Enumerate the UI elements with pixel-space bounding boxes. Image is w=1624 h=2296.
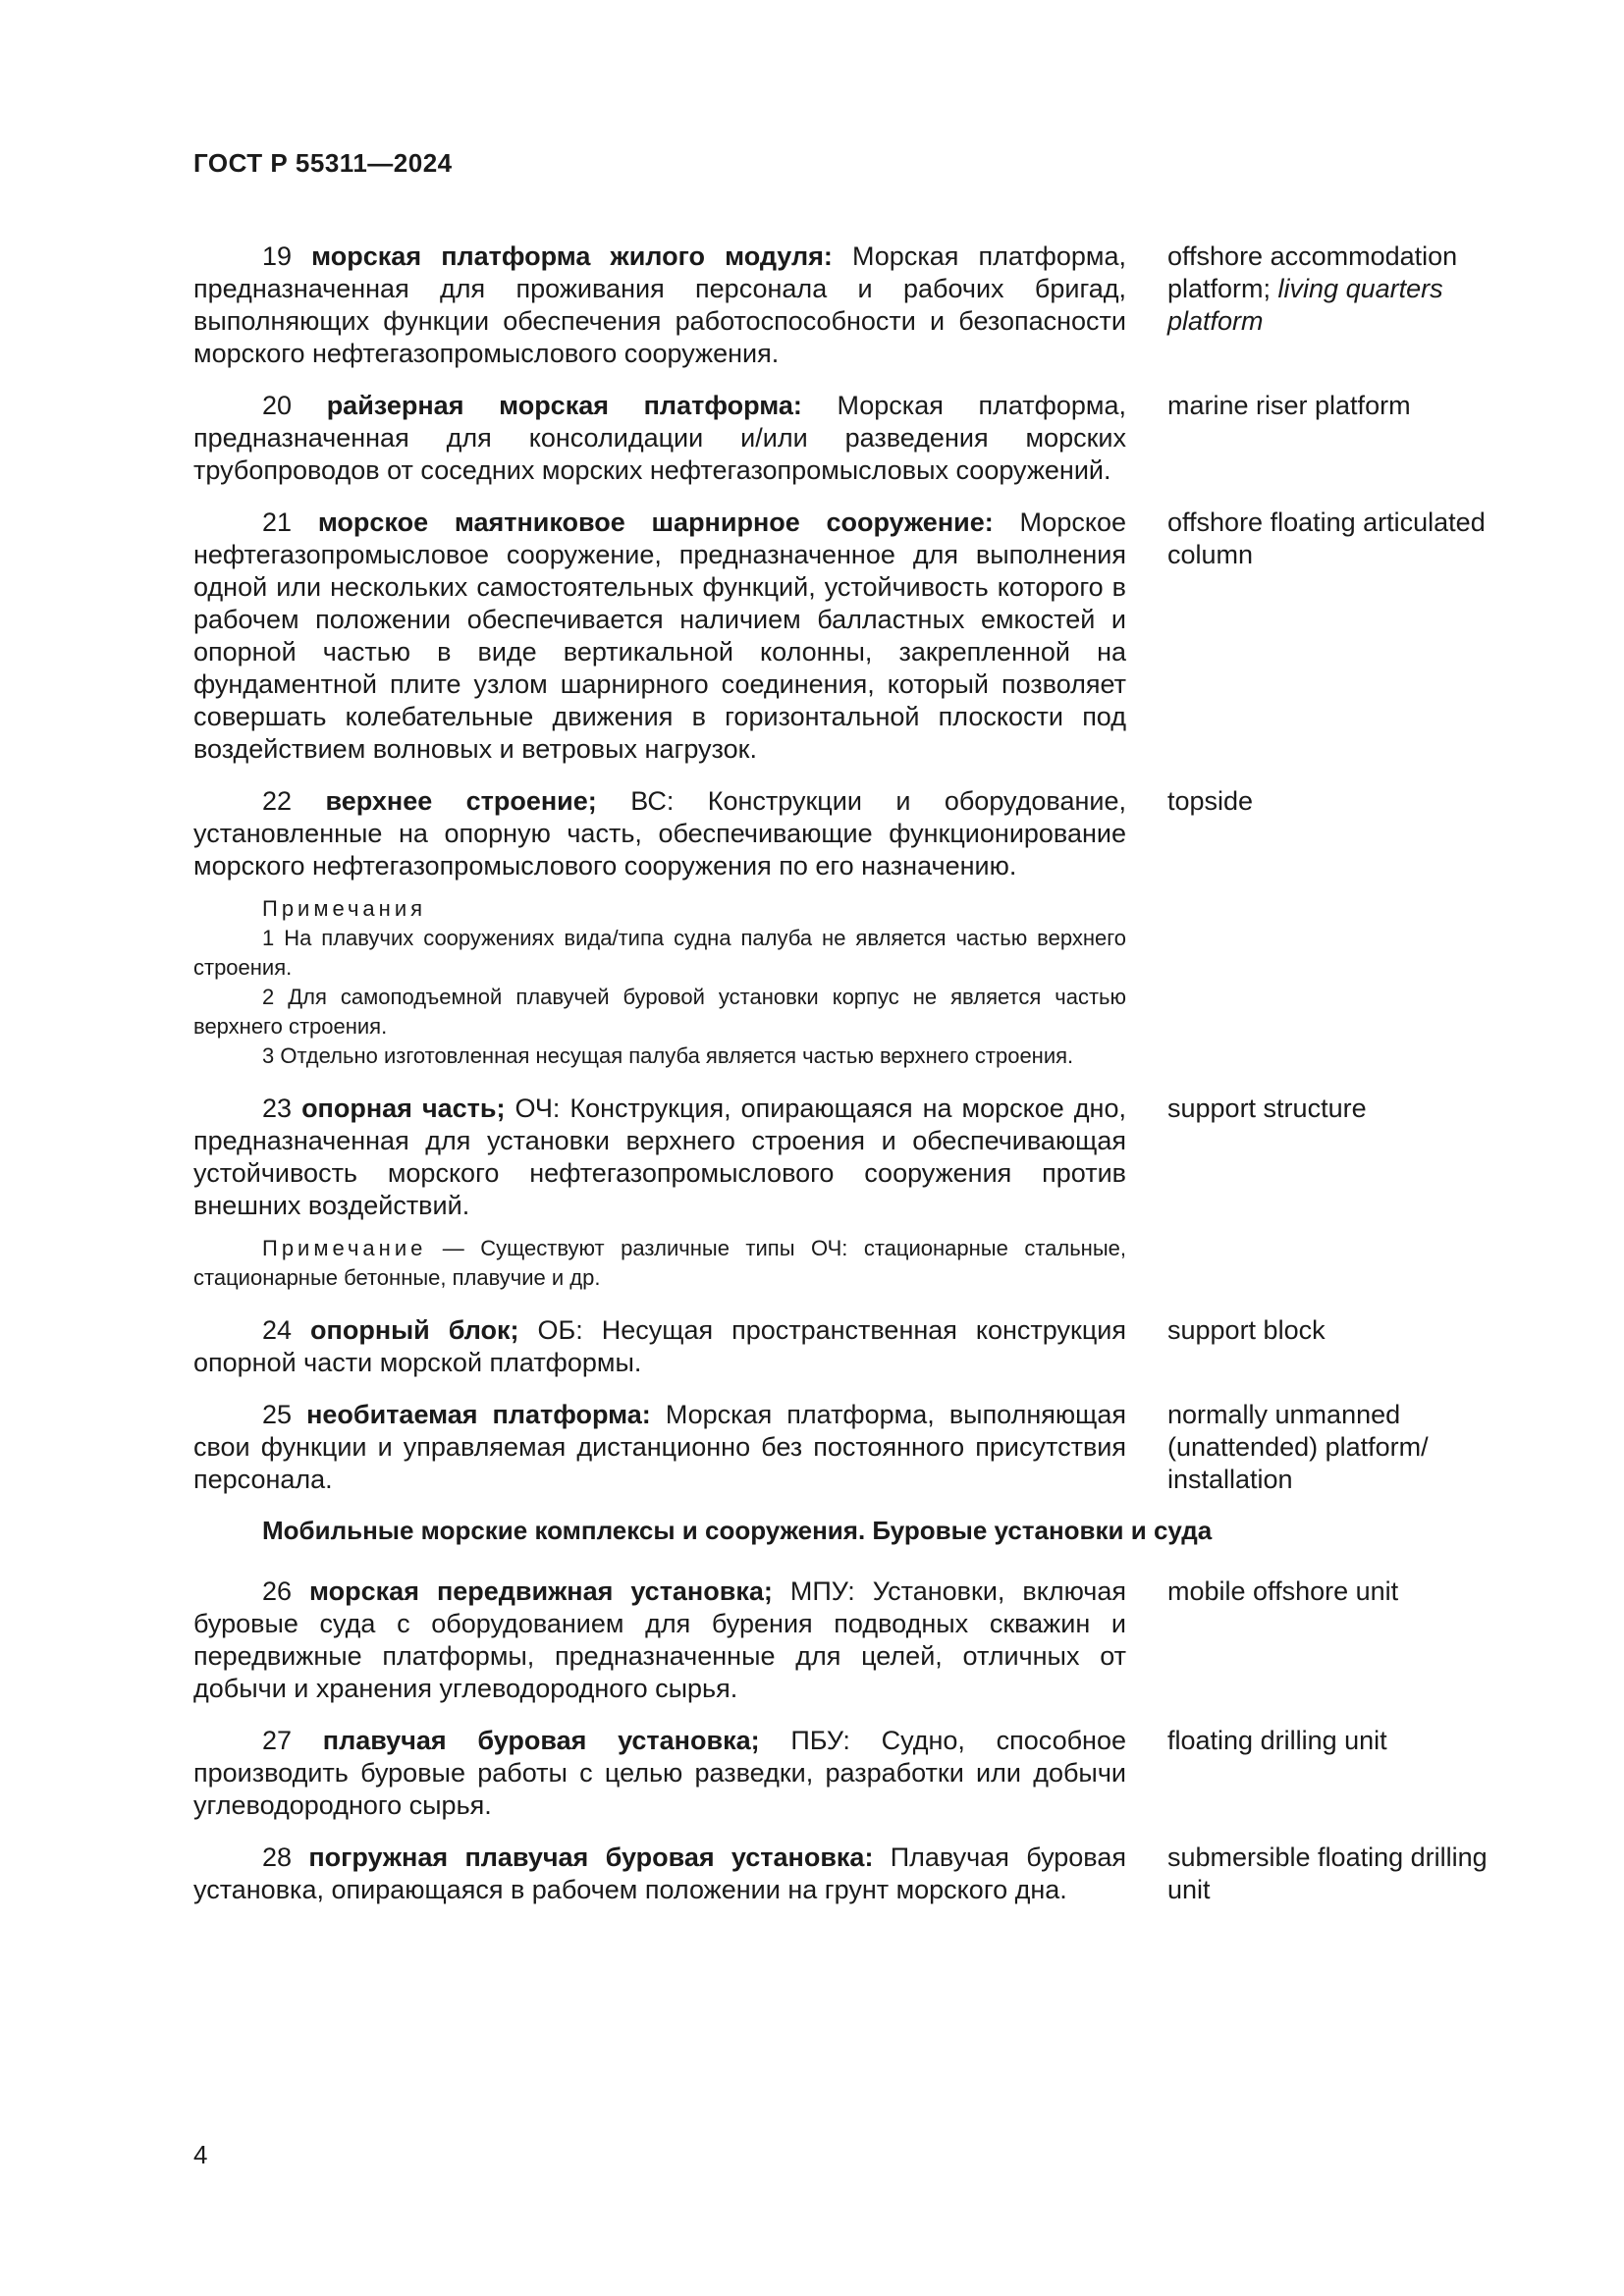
term-entry <box>193 1725 1519 1822</box>
definition-text: Морская платформа, предназначенная для проживания персонала и рабочих бригад, выполняющих функции обеспечения работоспособности и безопасности морского нефтегазопромыслового сооружения. <box>193 241 1126 368</box>
document-header: ГОСТ Р 55311—2024 <box>193 148 453 178</box>
term-entry <box>193 1093 1519 1222</box>
term-number: 24 <box>262 1315 293 1345</box>
term-number: 25 <box>262 1400 293 1429</box>
note-block <box>193 1234 1126 1293</box>
term-definition <box>193 240 1126 370</box>
definition-text: Морское нефтегазопромысловое сооружение, предназначенное для выполнения одной или нескольких самостоятельных функций, устойчивость которого в рабочем положении обеспечивается наличием балластных емкостей и опорной частью в виде вертикальной колонны, закрепленной на фундаментной плите узлом шарнирного соединения, который позволяет совершать колебательные движения в горизонтальной плоскости под воздействием волновых и ветровых нагрузок. <box>193 507 1126 764</box>
term-entry <box>193 785 1519 882</box>
term-name: необитаемая платформа: <box>306 1400 651 1429</box>
notes-block <box>193 894 1126 1071</box>
note-text: — Существуют различные типы ОЧ: стационарные стальные, стационарные бетонные, плавучие и др. <box>193 1236 1126 1290</box>
term-number: 23 <box>262 1094 293 1123</box>
term-entry <box>193 390 1519 487</box>
english-equivalent: normally unmanned (unattended) platform/ installation <box>1167 1400 1429 1494</box>
english-equivalent: topside <box>1167 786 1254 816</box>
definition-text: Морская платформа, предназначенная для консолидации и/или разведения морских трубопроводов от соседних морских нефтегазопромысловых сооружений. <box>193 391 1126 485</box>
notes-label: Примечания <box>262 896 427 921</box>
term-definition <box>193 1725 1126 1822</box>
term-number: 20 <box>262 391 293 420</box>
term-name: погружная плавучая буровая установка: <box>308 1842 874 1872</box>
term-number: 21 <box>262 507 293 537</box>
term-number: 27 <box>262 1726 293 1755</box>
term-definition <box>193 1575 1126 1705</box>
term-definition <box>193 390 1126 487</box>
english-equivalent: offshore accommodation platform; living quarters platform <box>1167 241 1458 336</box>
term-name: морская платформа жилого модуля: <box>311 241 833 271</box>
english-equivalent: floating drilling unit <box>1167 1726 1387 1755</box>
note-item: 2 Для самоподъемной плавучей буровой установки корпус не является частью верхнего строения. <box>193 985 1126 1039</box>
term-entry <box>193 1399 1519 1496</box>
term-name: морское маятниковое шарнирное сооружение: <box>317 507 994 537</box>
term-entry <box>193 240 1519 370</box>
term-definition <box>193 1093 1126 1222</box>
note-label: Примечание <box>262 1236 427 1260</box>
section-heading: Мобильные морские комплексы и сооружения. Буровые установки и суда <box>262 1516 1213 1545</box>
term-definition <box>193 1399 1126 1496</box>
term-entry <box>193 1575 1519 1705</box>
definition-text: МПУ: Установки, включая буровые суда с оборудованием для бурения подводных скважин и передвижные платформы, предназначенные для целей, отличных от добычи и хранения углеводородного сырья. <box>193 1576 1126 1703</box>
definition-text: ВС: Конструкции и оборудование, установленные на опорную часть, обеспечивающие функционирование морского нефтегазопромыслового сооружения по его назначению. <box>193 786 1126 881</box>
term-number: 19 <box>262 241 293 271</box>
definition-text: ОБ: Несущая пространственная конструкция опорной части морской платформы. <box>193 1315 1126 1377</box>
term-entry <box>193 1314 1519 1379</box>
definition-text: Морская платформа, выполняющая свои функции и управляемая дистанционно без постоянного присутствия персонала. <box>193 1400 1126 1494</box>
term-definition <box>193 1842 1126 1906</box>
english-equivalent: support block <box>1167 1315 1326 1345</box>
document-body <box>193 240 1519 1926</box>
english-equivalent: mobile offshore unit <box>1167 1576 1399 1606</box>
term-definition <box>193 507 1126 766</box>
term-entry <box>193 507 1519 766</box>
term-name: верхнее строение; <box>325 786 597 816</box>
term-name: опорная часть; <box>301 1094 506 1123</box>
english-equivalent: support structure <box>1167 1094 1367 1123</box>
term-number: 22 <box>262 786 293 816</box>
term-number: 28 <box>262 1842 293 1872</box>
term-name: опорный блок; <box>310 1315 519 1345</box>
definition-text: Плавучая буровая установка, опирающаяся в рабочем положении на грунт морского дна. <box>193 1842 1126 1904</box>
note-item: 1 На плавучих сооружениях вида/типа судна палуба не является частью верхнего строения. <box>193 926 1126 980</box>
note-item: 3 Отдельно изготовленная несущая палуба является частью верхнего строения. <box>262 1043 1074 1068</box>
english-equivalent: submersible floating drilling unit <box>1167 1842 1488 1904</box>
term-entry <box>193 1842 1519 1906</box>
english-alt: living quarters platform <box>1167 274 1443 336</box>
english-equivalent: offshore floating articulated column <box>1167 507 1486 569</box>
term-name: плавучая буровая установка; <box>322 1726 760 1755</box>
term-definition <box>193 1314 1126 1379</box>
term-name: морская передвижная установка; <box>309 1576 773 1606</box>
term-number: 26 <box>262 1576 293 1606</box>
term-name: райзерная морская платформа: <box>326 391 802 420</box>
page-number: 4 <box>193 2140 208 2169</box>
english-equivalent: marine riser platform <box>1167 391 1411 420</box>
definition-text: ОЧ: Конструкция, опирающаяся на морское дно, предназначенная для установки верхнего строения и обеспечивающая устойчивость морского нефтегазопромыслового сооружения против внешних воздействий. <box>193 1094 1126 1220</box>
term-definition <box>193 785 1126 882</box>
definition-text: ПБУ: Судно, способное производить буровые работы с целью разведки, разработки или добычи углеводородного сырья. <box>193 1726 1126 1820</box>
